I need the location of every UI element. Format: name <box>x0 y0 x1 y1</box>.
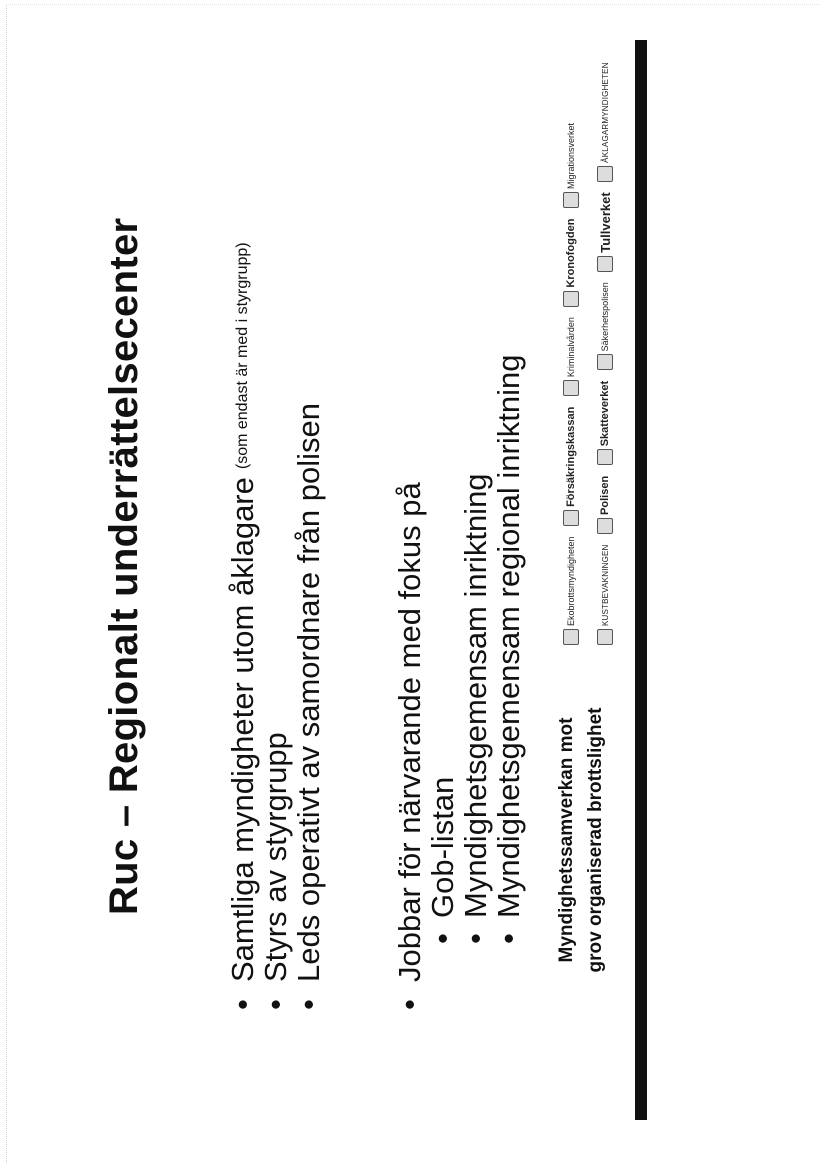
footer-line-2: grov organiserad brottslighet <box>585 707 606 973</box>
logo-kronofogden: Kronofogden <box>563 219 579 307</box>
bullet-item <box>393 242 525 1010</box>
bullet-text: Samtliga myndigheter utom åklagare <box>225 477 260 982</box>
logo-sakerhetspolisen: Säkerhetspolisen <box>597 282 613 370</box>
bullet-item <box>226 242 259 1010</box>
logo-row-1 <box>563 115 581 645</box>
bullet-item <box>259 242 292 1010</box>
wave-icon <box>597 449 613 465</box>
logo-polisen: Polisen <box>597 476 613 534</box>
bullet-text: Leds operativt av samordnare från polisen <box>291 403 326 982</box>
footer-bar <box>635 40 647 1120</box>
logo-aklagarmyndigheten: ÅKLAGARMYNDIGHETEN <box>597 62 613 182</box>
footer-line-1: Myndighetssamverkan mot <box>556 717 577 963</box>
logo-skatteverket: Skatteverket <box>597 381 613 465</box>
crest-icon <box>597 256 613 272</box>
rotated-slide <box>40 40 690 1120</box>
footer-text <box>552 680 610 1000</box>
swoosh-icon <box>563 192 579 208</box>
crest-icon <box>597 629 613 645</box>
logo-ekobrottsmyndigheten: Ekobrottsmyndigheten <box>563 536 579 645</box>
crest-icon <box>563 629 579 645</box>
diamond-icon <box>563 291 579 307</box>
bullet-note: (som endast är med i styrgrupp) <box>234 242 251 470</box>
logo-migrationsverket: Migrationsverket <box>563 123 579 208</box>
sub-bullet-item: • Myndighetsgemensam regional inriktning <box>492 242 525 944</box>
sub-bullet-item: • Gob-listan <box>426 242 459 944</box>
crest-icon <box>597 518 613 534</box>
slide-title: Ruc – Regionalt underrättelsecenter <box>102 217 146 915</box>
agency-logos <box>555 62 635 645</box>
bullet-item <box>292 242 325 1010</box>
bullet-list <box>226 242 525 1010</box>
crest-icon <box>597 354 613 370</box>
fk-icon <box>563 510 579 526</box>
logo-kriminalvarden: Kriminalvården <box>563 317 579 396</box>
logo-tullverket: Tullverket <box>597 192 613 271</box>
bullet-gap <box>325 242 393 1010</box>
crest-icon <box>563 380 579 396</box>
sub-bullet-item: • Myndighetsgemensam inriktning <box>459 242 492 944</box>
bullet-text: Jobbar för närvarande med fokus på <box>392 482 427 982</box>
bullet-text: Styrs av styrgrupp <box>258 732 293 982</box>
logo-row-2 <box>597 54 615 645</box>
logo-kustbevakningen: KUSTBEVAKNINGEN <box>597 544 613 645</box>
crest-icon <box>597 166 613 182</box>
logo-forsakringskassan: Försäkringskassan <box>563 407 579 526</box>
sub-bullet-list <box>426 242 525 982</box>
